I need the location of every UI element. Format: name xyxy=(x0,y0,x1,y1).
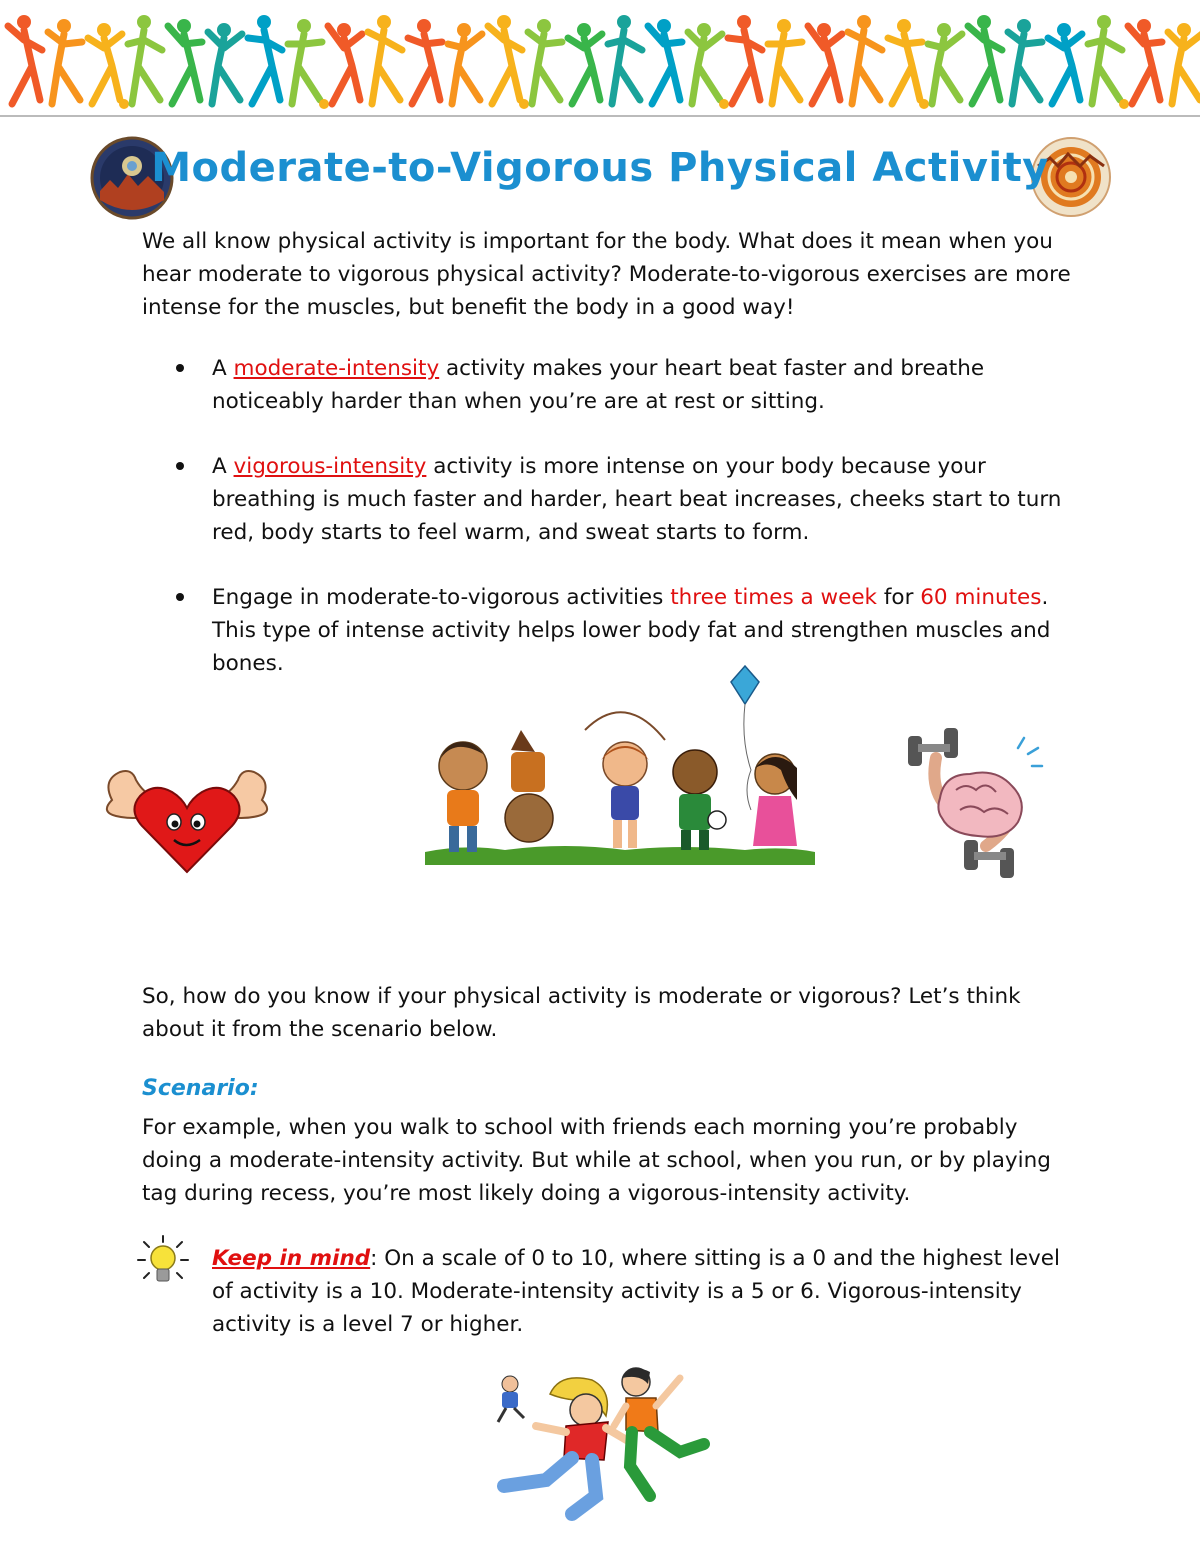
sport-silhouette xyxy=(888,19,929,109)
bullet-text: Engage in moderate-to-vigorous activities xyxy=(212,585,671,610)
frequency-highlight: three times a week xyxy=(670,585,878,610)
bullet-icon xyxy=(176,462,184,470)
bullet-list xyxy=(142,352,1072,712)
sport-silhouette xyxy=(1168,23,1200,104)
brain-lifting-weights-icon xyxy=(900,718,1060,897)
keep-in-mind-text: : On a scale of 0 to 10, where sitting is a 0 and the highest level of activity is a 10. Moderate-intensity activity is a 5 or 6. Vigorous-intensity activity is a level 7 or higher. xyxy=(212,1246,1060,1337)
sport-silhouette xyxy=(728,15,762,104)
running-kids-illustration xyxy=(480,1356,720,1530)
sport-silhouette xyxy=(528,19,562,104)
bullet-text: activity is more intense on your body because your breathing is much faster and harder, heart beat increases, cheeks start to turn red, body starts to feel warm, and sweat starts to form. xyxy=(212,454,1062,545)
sport-silhouette xyxy=(408,19,442,104)
sport-silhouette xyxy=(168,19,202,104)
sport-silhouette xyxy=(968,15,1002,104)
sport-silhouette xyxy=(328,23,362,104)
sport-silhouette xyxy=(1128,19,1162,104)
bullet-text: for xyxy=(877,585,921,610)
sport-silhouette xyxy=(48,19,82,104)
sport-silhouette xyxy=(688,23,729,109)
page-title: Moderate-to-Vigorous Physical Activity xyxy=(151,145,1049,191)
sport-silhouette xyxy=(928,23,962,104)
bullet-text: A xyxy=(212,454,234,479)
intro-paragraph: We all know physical activity is important for the body. What does it mean when you hear moderate to vigorous physical activity? Moderate-to-vigorous exercises are more intense for the muscles, but benefit the body in a good way! xyxy=(142,229,1071,320)
list-item xyxy=(142,450,1072,549)
sport-silhouette xyxy=(768,19,802,104)
bullet-text: activity makes your heart beat faster and breathe noticeably harder than when you’re are at rest or sitting. xyxy=(212,356,985,414)
sport-silhouette xyxy=(208,23,242,104)
moderate-intensity-term: moderate-intensity xyxy=(233,356,440,381)
playing-kids-illustration xyxy=(425,660,815,869)
sport-silhouette xyxy=(1088,15,1129,109)
sport-silhouette xyxy=(248,15,282,104)
sport-silhouette xyxy=(568,23,602,104)
bullet-text: A xyxy=(212,356,234,381)
list-item xyxy=(142,352,1072,418)
keep-in-mind-note xyxy=(212,1242,1072,1341)
flexing-heart-icon xyxy=(92,760,282,879)
sport-silhouette xyxy=(8,15,42,104)
sport-silhouette xyxy=(808,23,842,104)
sport-silhouette xyxy=(288,19,329,109)
sports-silhouettes-banner xyxy=(0,0,1200,120)
vigorous-intensity-term: vigorous-intensity xyxy=(233,454,427,479)
sport-silhouette xyxy=(368,15,402,104)
sport-silhouette xyxy=(1048,23,1082,104)
bullet-icon xyxy=(176,593,184,601)
sport-silhouette xyxy=(488,15,529,109)
question-paragraph: So, how do you know if your physical activity is moderate or vigorous? Let’s think about it from the scenario below. xyxy=(142,984,1021,1042)
sport-silhouette xyxy=(448,23,482,104)
scenario-heading: Scenario: xyxy=(142,1076,259,1101)
bullet-icon xyxy=(176,364,184,372)
sport-silhouette xyxy=(1008,19,1042,104)
sport-silhouette xyxy=(848,15,882,104)
lightbulb-icon xyxy=(136,1232,190,1298)
sport-silhouette xyxy=(128,15,162,104)
scenario-text: For example, when you walk to school with friends each morning you’re probably doing a moderate-intensity activity. But while at school, when you run, or by playing tag during recess, you’re most likely doing a vigorous-intensity activity. xyxy=(142,1115,1051,1206)
duration-highlight: 60 minutes xyxy=(920,585,1042,610)
keep-in-mind-label: Keep in mind xyxy=(212,1246,371,1271)
sport-silhouette xyxy=(648,19,682,104)
sport-silhouette xyxy=(88,23,129,109)
bullet-text: . This type of intense activity helps lower body fat and strengthen muscles and bones. xyxy=(212,585,1051,676)
sport-silhouette xyxy=(608,15,642,104)
